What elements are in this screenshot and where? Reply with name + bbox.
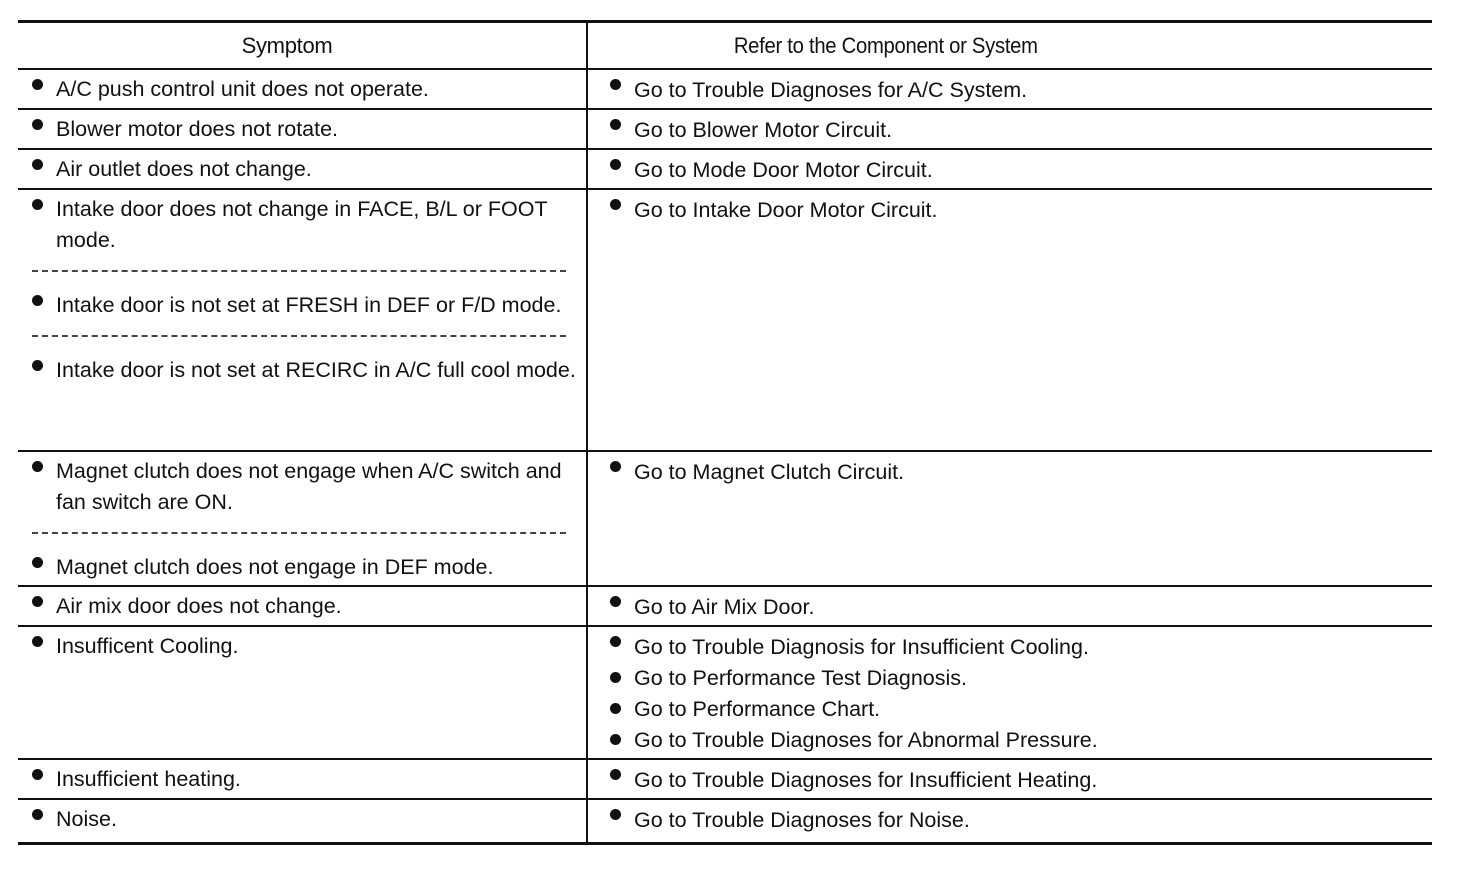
bullet-icon [32,79,43,90]
bullet-icon [32,199,43,210]
symptom-item: Magnet clutch does not engage in DEF mode. [18,548,586,583]
bullet-icon [32,769,43,780]
refer-item: Go to Trouble Diagnosis for Insufficient Cooling. [588,627,1432,663]
table-row [18,190,1432,452]
refer-item: Go to Intake Door Motor Circuit. [588,190,1432,226]
bullet-icon [32,557,43,568]
table-row [18,70,1432,110]
symptom-item: Blower motor does not rotate. [18,110,586,145]
refer-item: Go to Performance Test Diagnosis. [588,663,1432,694]
symptom-item: Magnet clutch does not engage when A/C switch and fan switch are ON. [18,452,586,518]
symptom-item: Air outlet does not change. [18,150,586,185]
refer-item: Go to Trouble Diagnoses for Insufficient Heating. [588,760,1432,796]
bullet-icon [610,734,621,745]
refer-item: Go to Trouble Diagnoses for Noise. [588,800,1432,836]
refer-item: Go to Magnet Clutch Circuit. [588,452,1432,488]
table-row [18,627,1432,760]
dashed-divider [32,532,566,534]
symptom-item: Noise. [18,800,586,835]
refer-item: Go to Mode Door Motor Circuit. [588,150,1432,186]
bullet-icon [610,461,621,472]
bullet-icon [32,119,43,130]
refer-item: Go to Performance Chart. [588,694,1432,725]
bullet-icon [610,769,621,780]
symptom-table [18,20,1432,845]
dashed-divider [32,335,566,337]
bullet-icon [610,672,621,683]
bullet-icon [32,159,43,170]
table-row [18,587,1432,627]
bullet-icon [32,461,43,472]
table-header-row [18,23,1432,70]
bullet-icon [610,119,621,130]
symptom-item: A/C push control unit does not operate. [18,70,586,105]
symptom-item: Intake door is not set at FRESH in DEF or F/D mode. [18,286,586,321]
table-row [18,110,1432,150]
symptom-item: Intake door does not change in FACE, B/L or FOOT mode. [18,190,586,256]
refer-item: Go to Trouble Diagnoses for A/C System. [588,70,1432,106]
bullet-icon [610,79,621,90]
symptom-item: Insufficient heating. [18,760,586,795]
table-row [18,452,1432,587]
symptom-item: Intake door is not set at RECIRC in A/C full cool mode. [18,351,586,386]
bullet-icon [610,636,621,647]
header-symptom: Symptom [18,23,588,68]
refer-item: Go to Blower Motor Circuit. [588,110,1432,146]
bullet-icon [610,159,621,170]
bullet-icon [32,636,43,647]
symptom-item: Air mix door does not change. [18,587,586,622]
table-row [18,800,1432,842]
bullet-icon [610,596,621,607]
bullet-icon [32,809,43,820]
refer-item: Go to Trouble Diagnoses for Abnormal Pressure. [588,725,1432,756]
refer-item: Go to Air Mix Door. [588,587,1432,623]
header-refer: Refer to the Component or System [733,32,1038,58]
bullet-icon [32,295,43,306]
bullet-icon [610,809,621,820]
bullet-icon [610,703,621,714]
dashed-divider [32,270,566,272]
table-row [18,150,1432,190]
bullet-icon [32,360,43,371]
bullet-icon [32,596,43,607]
symptom-item: Insufficent Cooling. [18,627,586,662]
bullet-icon [610,199,621,210]
table-row [18,760,1432,800]
